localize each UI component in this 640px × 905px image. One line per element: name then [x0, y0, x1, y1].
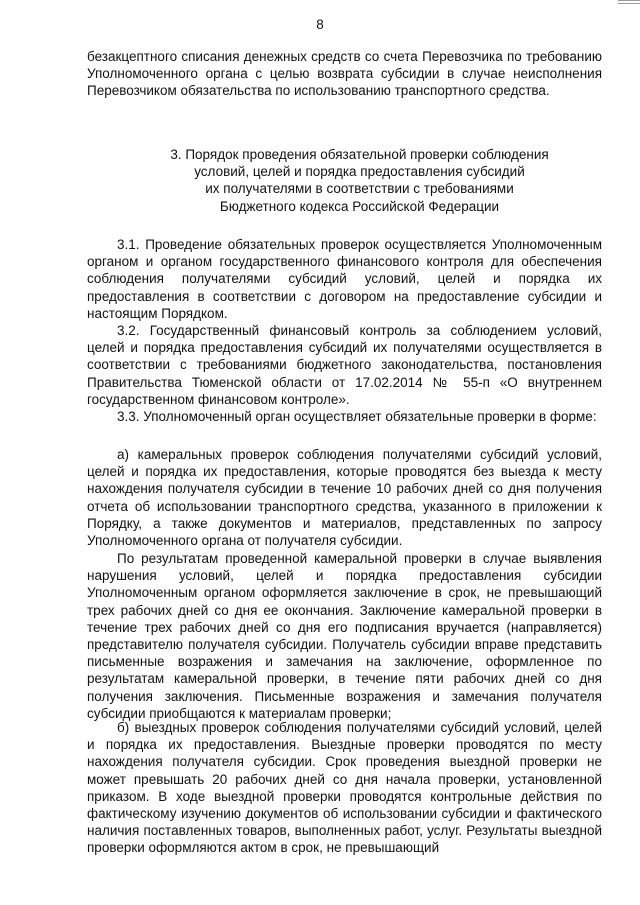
paragraph-3-3: 3.3. Уполномоченный орган осуществляет обязательные проверки в форме: — [117, 409, 597, 424]
section-heading — [87, 146, 632, 215]
section-heading-line-2: условий, целей и порядка предоставления субсидий — [194, 164, 525, 180]
paragraph-intro: безакцептного списания денежных средств со счета Перевозчика по требованию Уполномоченного органа с целью возврата субсидии в случае неисполнения Перевозчиком обязательства по использованию транспортного средства. — [87, 49, 602, 99]
corner-scan-mark — [618, 0, 640, 4]
section-heading-line-3: их получателями в соответствии с требованиями — [205, 181, 514, 197]
paragraph-a: а) камеральных проверок соблюдения получателями субсидий условий, целей и порядка их предоставления, которые проводятся без выезда к месту нахождения получателя субсидии в течение 10 рабочих дней со дня получения отчета об использовании транспортного средства, указанного в приложении к Порядку, а также документов и материалов, представленных по запросу Уполномоченного органа от получателя субсидии. — [87, 447, 602, 549]
paragraph-results: По результатам проведенной камеральной проверки в случае выявления нарушения условий, целей и порядка предоставления субсидии Уполномоченным органом оформляется заключение в срок, не превышающий трех рабочих дней со дня ее окончания. Заключение камеральной проверки в течение трех рабочих дней со дня его подписания вручается (направляется) представителю получателя субсидии. Получатель субсидии вправе представить письменные возражения и замечания на заключение, оформленное по результатам камеральной проверки, в течение пяти рабочих дней со дня получения заключения. Письменные возражения и замечания получателя субсидии приобщаются к материалам проверки; — [87, 551, 602, 721]
paragraph-3-2: 3.2. Государственный финансовый контроль за соблюдением условий, целей и порядка предоставления субсидий их получателями осуществляется в соответствии с требованиями бюджетного законодательства, постановления Правительства Тюменской области от 17.02.2014 № 55-п «О внутреннем государственном финансовом контроле». — [87, 323, 602, 407]
page-number: 8 — [316, 17, 324, 32]
paragraph-3-1: 3.1. Проведение обязательных проверок осуществляется Уполномоченным органом и органом государственного финансового контроля для обеспечения соблюдения получателями субсидий условий, целей и порядка их предоставления в соответствии с договором на предоставление субсидии и настоящим Порядком. — [87, 237, 602, 321]
section-heading-line-1: 3. Порядок проведения обязательной проверки соблюдения — [170, 147, 549, 162]
paragraph-b: б) выездных проверок соблюдения получателями субсидий условий, целей и порядка их предоставления. Выездные проверки проводятся по месту нахождения получателя субсидии. Срок проведения выездной проверки не может превышать 20 рабочих дней со дня начала проверки, установленной приказом. В ходе выездной проверки проводятся контрольные действия по фактическому изучению документов об использовании субсидии и фактического наличия поставленных товаров, выполненных работ, услуг. Результаты выездной проверки оформляются актом в срок, не превышающий — [87, 720, 602, 856]
section-heading-line-4: Бюджетного кодекса Российской Федерации — [219, 198, 500, 214]
